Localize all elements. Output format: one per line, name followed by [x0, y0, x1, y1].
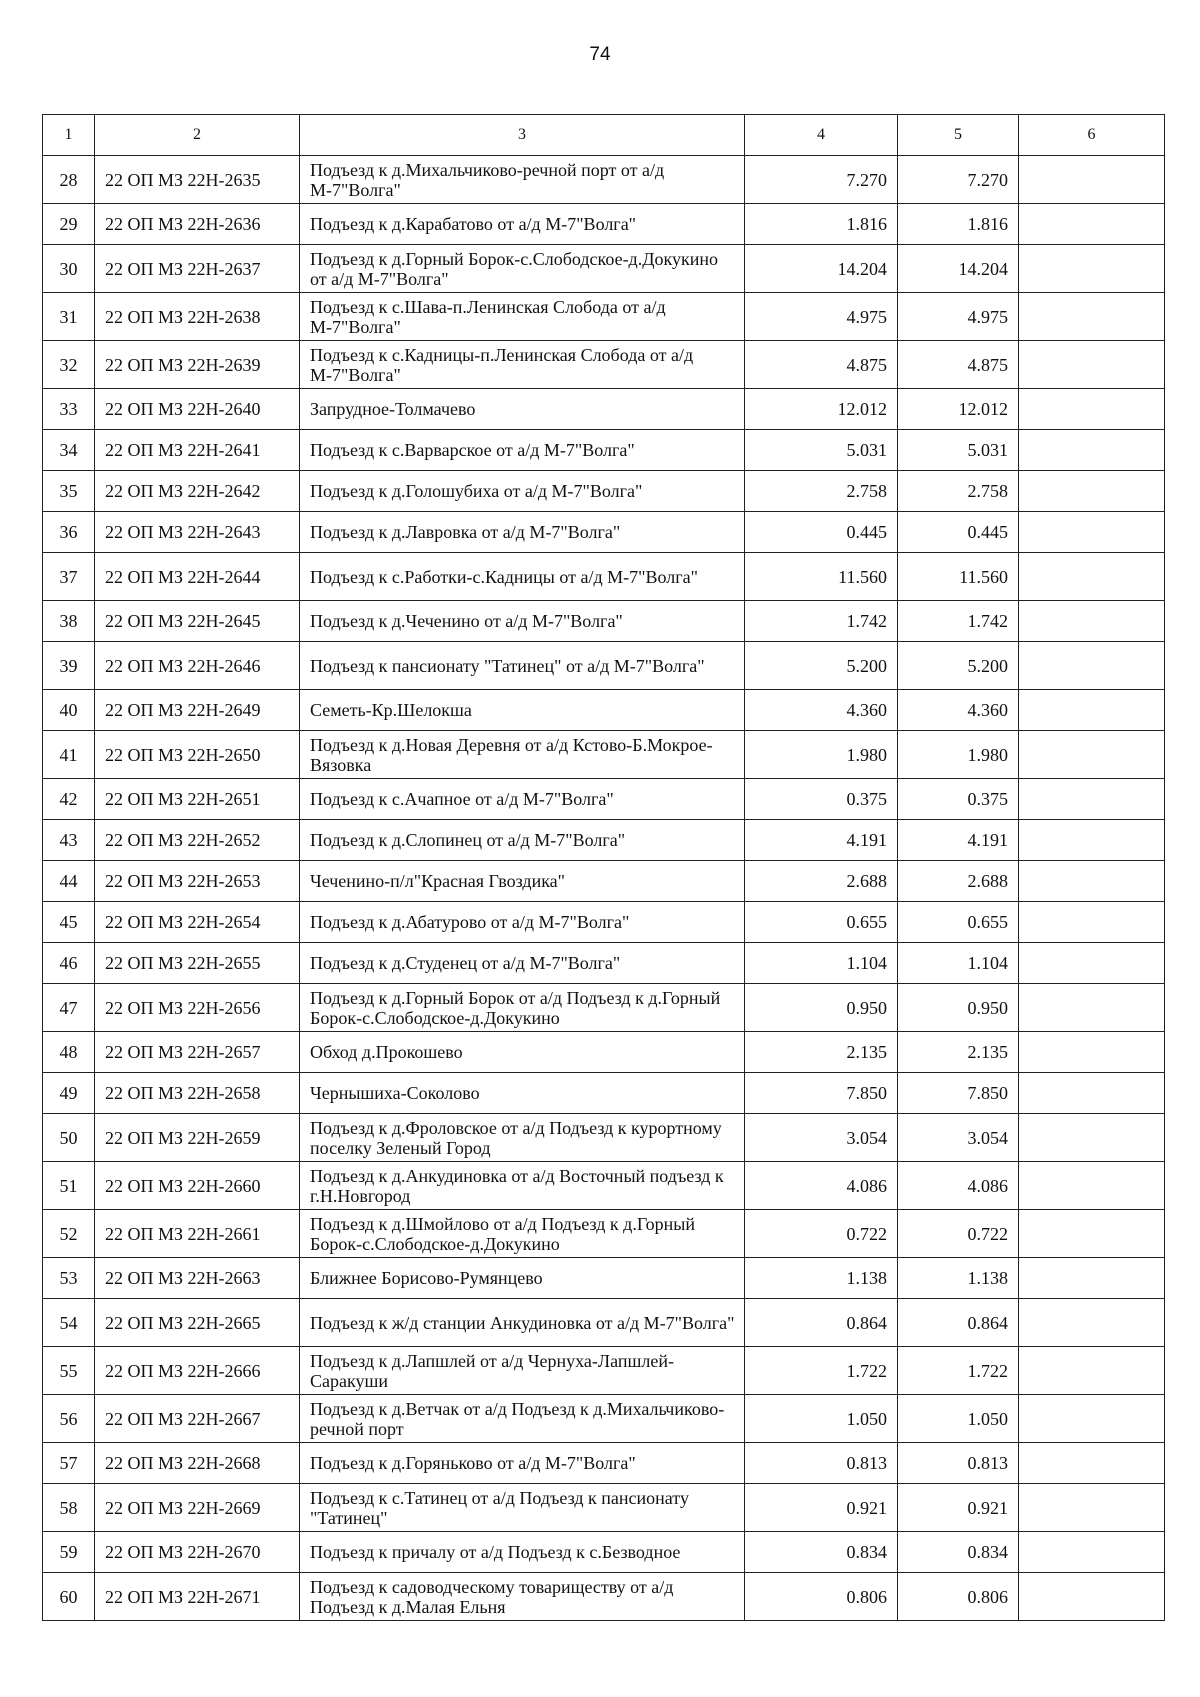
road-name-cell: Подъезд к д.Голошубиха от а/д М-7"Волга": [300, 471, 745, 512]
table-row: [43, 293, 1165, 341]
table-row: [43, 1299, 1165, 1347]
note-cell: [1019, 1258, 1165, 1299]
road-code-cell: 22 ОП МЗ 22Н-2657: [95, 1032, 300, 1073]
length-total-cell: 1.050: [898, 1395, 1019, 1443]
row-number-cell: 59: [43, 1532, 95, 1573]
length-value-cell: 1.104: [745, 943, 898, 984]
road-code-cell: 22 ОП МЗ 22Н-2655: [95, 943, 300, 984]
table-row: [43, 204, 1165, 245]
row-number-cell: 43: [43, 820, 95, 861]
length-total-cell: 0.864: [898, 1299, 1019, 1347]
length-total-cell: 1.104: [898, 943, 1019, 984]
road-code-cell: 22 ОП МЗ 22Н-2642: [95, 471, 300, 512]
table-row: [43, 820, 1165, 861]
row-number-cell: 56: [43, 1395, 95, 1443]
road-code-cell: 22 ОП МЗ 22Н-2668: [95, 1443, 300, 1484]
length-total-cell: 0.921: [898, 1484, 1019, 1532]
row-number-cell: 35: [43, 471, 95, 512]
length-value-cell: 0.806: [745, 1573, 898, 1621]
length-value-cell: 11.560: [745, 553, 898, 601]
road-code-cell: 22 ОП МЗ 22Н-2638: [95, 293, 300, 341]
row-number-cell: 54: [43, 1299, 95, 1347]
table-row: [43, 601, 1165, 642]
length-value-cell: 0.445: [745, 512, 898, 553]
length-total-cell: 11.560: [898, 553, 1019, 601]
note-cell: [1019, 1443, 1165, 1484]
road-name-cell: Подъезд к с.Шава-п.Ленинская Слобода от а/д М-7"Волга": [300, 293, 745, 341]
road-code-cell: 22 ОП МЗ 22Н-2669: [95, 1484, 300, 1532]
table-row: [43, 984, 1165, 1032]
length-value-cell: 4.360: [745, 690, 898, 731]
note-cell: [1019, 902, 1165, 943]
note-cell: [1019, 861, 1165, 902]
road-name-cell: Подъезд к с.Татинец от а/д Подъезд к пансионату "Татинец": [300, 1484, 745, 1532]
note-cell: [1019, 1532, 1165, 1573]
road-name-cell: Подъезд к ж/д станции Анкудиновка от а/д М-7"Волга": [300, 1299, 745, 1347]
length-value-cell: 1.816: [745, 204, 898, 245]
road-code-cell: 22 ОП МЗ 22Н-2645: [95, 601, 300, 642]
road-name-cell: Подъезд к д.Чеченино от а/д М-7"Волга": [300, 601, 745, 642]
column-header-3: 3: [300, 115, 745, 156]
road-name-cell: Подъезд к с.Работки-с.Кадницы от а/д М-7"Волга": [300, 553, 745, 601]
note-cell: [1019, 512, 1165, 553]
row-number-cell: 60: [43, 1573, 95, 1621]
note-cell: [1019, 731, 1165, 779]
road-code-cell: 22 ОП МЗ 22Н-2650: [95, 731, 300, 779]
note-cell: [1019, 553, 1165, 601]
table-row: [43, 341, 1165, 389]
table-row: [43, 779, 1165, 820]
road-name-cell: Подъезд к д.Шмойлово от а/д Подъезд к д.Горный Борок-с.Слободское-д.Докукино: [300, 1210, 745, 1258]
row-number-cell: 29: [43, 204, 95, 245]
road-code-cell: 22 ОП МЗ 22Н-2670: [95, 1532, 300, 1573]
length-value-cell: 7.270: [745, 156, 898, 204]
road-code-cell: 22 ОП МЗ 22Н-2654: [95, 902, 300, 943]
length-value-cell: 0.950: [745, 984, 898, 1032]
note-cell: [1019, 204, 1165, 245]
row-number-cell: 58: [43, 1484, 95, 1532]
road-name-cell: Ближнее Борисово-Румянцево: [300, 1258, 745, 1299]
note-cell: [1019, 642, 1165, 690]
table-header-row: [43, 115, 1165, 156]
length-total-cell: 2.135: [898, 1032, 1019, 1073]
length-value-cell: 7.850: [745, 1073, 898, 1114]
road-name-cell: Чеченино-п/л"Красная Гвоздика": [300, 861, 745, 902]
road-name-cell: Подъезд к д.Горный Борок от а/д Подъезд к д.Горный Борок-с.Слободское-д.Докукино: [300, 984, 745, 1032]
row-number-cell: 32: [43, 341, 95, 389]
road-name-cell: Подъезд к д.Карабатово от а/д М-7"Волга": [300, 204, 745, 245]
length-total-cell: 0.806: [898, 1573, 1019, 1621]
length-value-cell: 4.086: [745, 1162, 898, 1210]
length-total-cell: 1.742: [898, 601, 1019, 642]
road-code-cell: 22 ОП МЗ 22Н-2661: [95, 1210, 300, 1258]
road-name-cell: Подъезд к д.Лапшлей от а/д Чернуха-Лапшлей-Саракуши: [300, 1347, 745, 1395]
table-row: [43, 1073, 1165, 1114]
table-row: [43, 245, 1165, 293]
road-name-cell: Обход д.Прокошево: [300, 1032, 745, 1073]
road-code-cell: 22 ОП МЗ 22Н-2659: [95, 1114, 300, 1162]
length-value-cell: 1.138: [745, 1258, 898, 1299]
length-total-cell: 3.054: [898, 1114, 1019, 1162]
note-cell: [1019, 601, 1165, 642]
row-number-cell: 51: [43, 1162, 95, 1210]
row-number-cell: 47: [43, 984, 95, 1032]
length-total-cell: 2.758: [898, 471, 1019, 512]
note-cell: [1019, 779, 1165, 820]
length-total-cell: 4.360: [898, 690, 1019, 731]
table-row: [43, 553, 1165, 601]
table-row: [43, 1210, 1165, 1258]
length-value-cell: 3.054: [745, 1114, 898, 1162]
length-value-cell: 4.191: [745, 820, 898, 861]
table-row: [43, 1573, 1165, 1621]
road-code-cell: 22 ОП МЗ 22Н-2635: [95, 156, 300, 204]
length-total-cell: 0.813: [898, 1443, 1019, 1484]
road-name-cell: Семеть-Кр.Шелокша: [300, 690, 745, 731]
length-total-cell: 0.655: [898, 902, 1019, 943]
length-value-cell: 4.975: [745, 293, 898, 341]
length-total-cell: 14.204: [898, 245, 1019, 293]
note-cell: [1019, 471, 1165, 512]
row-number-cell: 42: [43, 779, 95, 820]
length-value-cell: 1.050: [745, 1395, 898, 1443]
road-code-cell: 22 ОП МЗ 22Н-2636: [95, 204, 300, 245]
length-total-cell: 4.875: [898, 341, 1019, 389]
length-value-cell: 1.980: [745, 731, 898, 779]
road-name-cell: Подъезд к с.Ачапное от а/д М-7"Волга": [300, 779, 745, 820]
road-code-cell: 22 ОП МЗ 22Н-2663: [95, 1258, 300, 1299]
road-name-cell: Подъезд к с.Кадницы-п.Ленинская Слобода от а/д М-7"Волга": [300, 341, 745, 389]
road-name-cell: Подъезд к д.Абатурово от а/д М-7"Волга": [300, 902, 745, 943]
note-cell: [1019, 1162, 1165, 1210]
note-cell: [1019, 1032, 1165, 1073]
road-code-cell: 22 ОП МЗ 22Н-2641: [95, 430, 300, 471]
length-value-cell: 0.864: [745, 1299, 898, 1347]
table-row: [43, 1395, 1165, 1443]
road-name-cell: Чернышиха-Соколово: [300, 1073, 745, 1114]
note-cell: [1019, 1347, 1165, 1395]
note-cell: [1019, 341, 1165, 389]
note-cell: [1019, 943, 1165, 984]
length-total-cell: 1.816: [898, 204, 1019, 245]
length-value-cell: 1.742: [745, 601, 898, 642]
road-name-cell: Подъезд к д.Фроловское от а/д Подъезд к курортному поселку Зеленый Город: [300, 1114, 745, 1162]
row-number-cell: 55: [43, 1347, 95, 1395]
table-row: [43, 1347, 1165, 1395]
length-total-cell: 4.975: [898, 293, 1019, 341]
length-value-cell: 0.375: [745, 779, 898, 820]
road-code-cell: 22 ОП МЗ 22Н-2666: [95, 1347, 300, 1395]
note-cell: [1019, 1210, 1165, 1258]
road-name-cell: Подъезд к д.Горный Борок-с.Слободское-д.Докукино от а/д М-7"Волга": [300, 245, 745, 293]
road-name-cell: Подъезд к д.Слопинец от а/д М-7"Волга": [300, 820, 745, 861]
road-code-cell: 22 ОП МЗ 22Н-2643: [95, 512, 300, 553]
table-row: [43, 731, 1165, 779]
road-name-cell: Подъезд к д.Анкудиновка от а/д Восточный подъезд к г.Н.Новгород: [300, 1162, 745, 1210]
length-value-cell: 12.012: [745, 389, 898, 430]
note-cell: [1019, 1114, 1165, 1162]
note-cell: [1019, 984, 1165, 1032]
note-cell: [1019, 293, 1165, 341]
table-row: [43, 512, 1165, 553]
table-row: [43, 1162, 1165, 1210]
length-value-cell: 14.204: [745, 245, 898, 293]
row-number-cell: 31: [43, 293, 95, 341]
table-row: [43, 1114, 1165, 1162]
table-row: [43, 902, 1165, 943]
length-total-cell: 0.722: [898, 1210, 1019, 1258]
road-name-cell: Подъезд к д.Горяньково от а/д М-7"Волга": [300, 1443, 745, 1484]
length-total-cell: 7.850: [898, 1073, 1019, 1114]
road-registry-table: [42, 114, 1165, 1621]
road-code-cell: 22 ОП МЗ 22Н-2665: [95, 1299, 300, 1347]
row-number-cell: 28: [43, 156, 95, 204]
road-code-cell: 22 ОП МЗ 22Н-2660: [95, 1162, 300, 1210]
road-name-cell: Подъезд к причалу от а/д Подъезд к с.Безводное: [300, 1532, 745, 1573]
note-cell: [1019, 1484, 1165, 1532]
length-total-cell: 4.086: [898, 1162, 1019, 1210]
length-value-cell: 4.875: [745, 341, 898, 389]
note-cell: [1019, 1573, 1165, 1621]
length-total-cell: 0.375: [898, 779, 1019, 820]
road-code-cell: 22 ОП МЗ 22Н-2653: [95, 861, 300, 902]
row-number-cell: 33: [43, 389, 95, 430]
road-name-cell: Подъезд к д.Михальчиково-речной порт от а/д М-7"Волга": [300, 156, 745, 204]
table-row: [43, 861, 1165, 902]
row-number-cell: 48: [43, 1032, 95, 1073]
length-value-cell: 0.834: [745, 1532, 898, 1573]
length-total-cell: 1.138: [898, 1258, 1019, 1299]
table-body: [43, 156, 1165, 1621]
length-total-cell: 1.980: [898, 731, 1019, 779]
note-cell: [1019, 156, 1165, 204]
table-row: [43, 430, 1165, 471]
row-number-cell: 53: [43, 1258, 95, 1299]
road-code-cell: 22 ОП МЗ 22Н-2649: [95, 690, 300, 731]
length-total-cell: 5.200: [898, 642, 1019, 690]
road-code-cell: 22 ОП МЗ 22Н-2651: [95, 779, 300, 820]
column-header-6: 6: [1019, 115, 1165, 156]
road-code-cell: 22 ОП МЗ 22Н-2644: [95, 553, 300, 601]
road-name-cell: Подъезд к д.Студенец от а/д М-7"Волга": [300, 943, 745, 984]
row-number-cell: 39: [43, 642, 95, 690]
row-number-cell: 46: [43, 943, 95, 984]
row-number-cell: 45: [43, 902, 95, 943]
table-row: [43, 1484, 1165, 1532]
note-cell: [1019, 820, 1165, 861]
table-row: [43, 690, 1165, 731]
note-cell: [1019, 1395, 1165, 1443]
note-cell: [1019, 430, 1165, 471]
length-total-cell: 1.722: [898, 1347, 1019, 1395]
road-name-cell: Запрудное-Толмачево: [300, 389, 745, 430]
column-header-5: 5: [898, 115, 1019, 156]
road-code-cell: 22 ОП МЗ 22Н-2656: [95, 984, 300, 1032]
row-number-cell: 34: [43, 430, 95, 471]
row-number-cell: 49: [43, 1073, 95, 1114]
road-code-cell: 22 ОП МЗ 22Н-2637: [95, 245, 300, 293]
note-cell: [1019, 690, 1165, 731]
table-row: [43, 389, 1165, 430]
length-value-cell: 2.688: [745, 861, 898, 902]
table-row: [43, 1532, 1165, 1573]
road-name-cell: Подъезд к с.Варварское от а/д М-7"Волга": [300, 430, 745, 471]
note-cell: [1019, 1073, 1165, 1114]
row-number-cell: 50: [43, 1114, 95, 1162]
road-name-cell: Подъезд к д.Новая Деревня от а/д Кстово-Б.Мокрое-Вязовка: [300, 731, 745, 779]
table-row: [43, 1258, 1165, 1299]
table-row: [43, 1443, 1165, 1484]
column-header-1: 1: [43, 115, 95, 156]
row-number-cell: 37: [43, 553, 95, 601]
table-row: [43, 1032, 1165, 1073]
row-number-cell: 36: [43, 512, 95, 553]
row-number-cell: 30: [43, 245, 95, 293]
table-row: [43, 642, 1165, 690]
length-value-cell: 0.813: [745, 1443, 898, 1484]
road-code-cell: 22 ОП МЗ 22Н-2640: [95, 389, 300, 430]
table-row: [43, 156, 1165, 204]
length-total-cell: 0.950: [898, 984, 1019, 1032]
length-value-cell: 5.200: [745, 642, 898, 690]
page-number: 74: [589, 44, 611, 65]
column-header-2: 2: [95, 115, 300, 156]
length-value-cell: 2.758: [745, 471, 898, 512]
row-number-cell: 41: [43, 731, 95, 779]
length-value-cell: 1.722: [745, 1347, 898, 1395]
row-number-cell: 44: [43, 861, 95, 902]
road-code-cell: 22 ОП МЗ 22Н-2658: [95, 1073, 300, 1114]
road-code-cell: 22 ОП МЗ 22Н-2671: [95, 1573, 300, 1621]
road-code-cell: 22 ОП МЗ 22Н-2646: [95, 642, 300, 690]
road-name-cell: Подъезд к садоводческому товариществу от а/д Подъезд к д.Малая Ельня: [300, 1573, 745, 1621]
road-name-cell: Подъезд к д.Ветчак от а/д Подъезд к д.Михальчиково-речной порт: [300, 1395, 745, 1443]
length-total-cell: 7.270: [898, 156, 1019, 204]
road-name-cell: Подъезд к д.Лавровка от а/д М-7"Волга": [300, 512, 745, 553]
note-cell: [1019, 245, 1165, 293]
road-code-cell: 22 ОП МЗ 22Н-2652: [95, 820, 300, 861]
row-number-cell: 40: [43, 690, 95, 731]
road-code-cell: 22 ОП МЗ 22Н-2667: [95, 1395, 300, 1443]
length-total-cell: 0.834: [898, 1532, 1019, 1573]
length-value-cell: 5.031: [745, 430, 898, 471]
road-name-cell: Подъезд к пансионату "Татинец" от а/д М-7"Волга": [300, 642, 745, 690]
length-value-cell: 0.921: [745, 1484, 898, 1532]
row-number-cell: 52: [43, 1210, 95, 1258]
length-total-cell: 0.445: [898, 512, 1019, 553]
length-value-cell: 2.135: [745, 1032, 898, 1073]
length-total-cell: 12.012: [898, 389, 1019, 430]
road-code-cell: 22 ОП МЗ 22Н-2639: [95, 341, 300, 389]
table-row: [43, 471, 1165, 512]
row-number-cell: 38: [43, 601, 95, 642]
column-header-4: 4: [745, 115, 898, 156]
note-cell: [1019, 1299, 1165, 1347]
length-total-cell: 4.191: [898, 820, 1019, 861]
length-total-cell: 2.688: [898, 861, 1019, 902]
row-number-cell: 57: [43, 1443, 95, 1484]
length-value-cell: 0.655: [745, 902, 898, 943]
length-total-cell: 5.031: [898, 430, 1019, 471]
length-value-cell: 0.722: [745, 1210, 898, 1258]
note-cell: [1019, 389, 1165, 430]
table-row: [43, 943, 1165, 984]
